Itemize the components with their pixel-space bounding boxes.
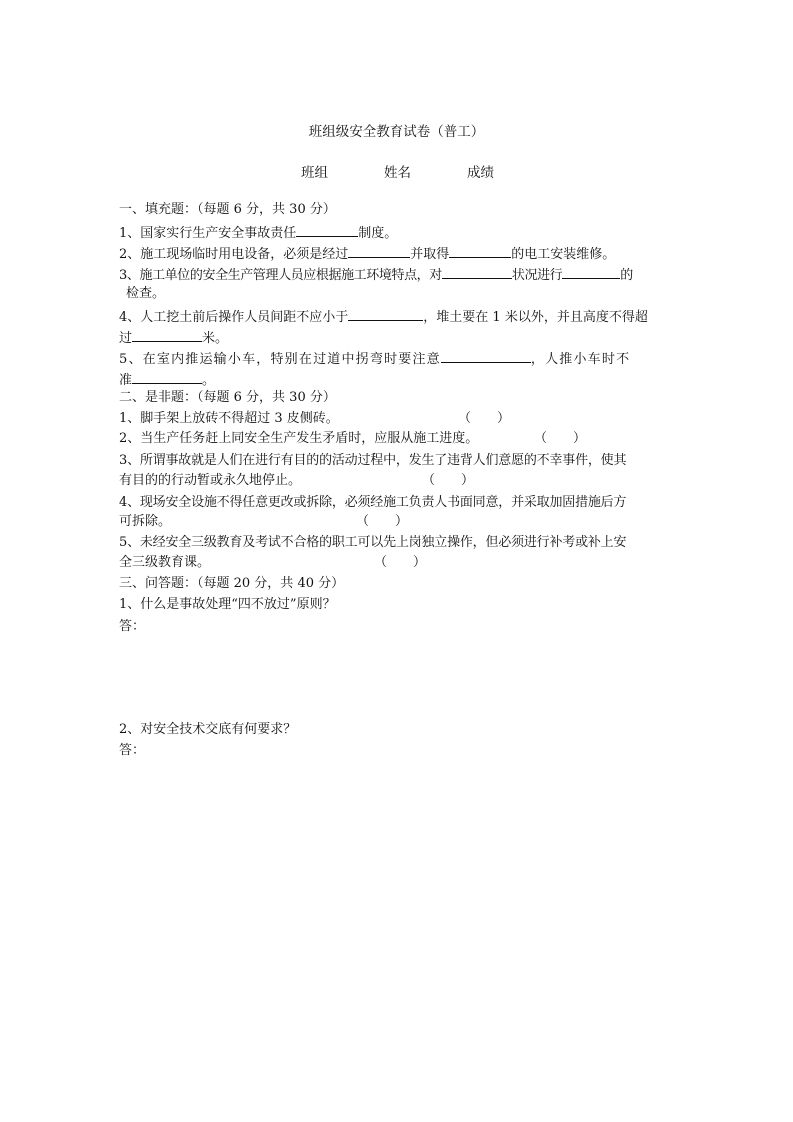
essay-answer-2-label: 答： [119, 743, 146, 758]
tf-question-4: 4、现场安全设施不得任意更改或拆除，必须经施工负责人书面同意，并采取加固措施后方 [119, 495, 627, 510]
fill-question-3 [119, 265, 633, 284]
q1-text: 1、国家实行生产安全事故责任 [119, 226, 297, 241]
fill-question-5-cont [119, 370, 215, 389]
tf-question-5: 5、未经安全三级教育及考试不合格的职工可以先上岗独立操作，但必须进行补考或补上安 [119, 535, 627, 550]
q5-cont-text: 准 [119, 373, 133, 388]
q3-suffix: 的 [620, 268, 633, 283]
section1-header: 一、填充题：（每题 6 分，共 30 分） [119, 202, 336, 217]
tf-question-3: 3、所谓事故就是人们在进行有目的的活动过程中，发生了违背人们意愿的不幸事件，使其 [119, 453, 627, 468]
fill-question-2 [119, 244, 615, 263]
q5-suffix: ，人推小车时不 [530, 352, 631, 367]
fill-question-4-cont [119, 328, 228, 347]
q2-text: 2、施工现场临时用电设备，必须是经过 [119, 247, 349, 262]
field-name-label: 姓名 [384, 165, 411, 181]
q4-blank-2[interactable] [132, 328, 202, 342]
section2-header: 二、是非题：（每题 6 分，共 30 分） [119, 390, 336, 405]
q3-mid: 状况进行 [511, 268, 563, 283]
essay-answer-1-label: 答： [119, 619, 146, 634]
field-team-label: 班组 [301, 165, 328, 181]
q2-blank-1[interactable] [348, 244, 410, 258]
q5-text: 5、在室内推运输小车，特别在过道中拐弯时要注意 [119, 352, 441, 367]
field-score-label: 成绩 [467, 165, 494, 181]
q1-suffix: 制度。 [358, 226, 398, 241]
fill-question-1 [119, 223, 397, 242]
q2-blank-2[interactable] [449, 244, 511, 258]
essay-answer-2-area[interactable] [119, 764, 674, 964]
q3-blank-2[interactable] [562, 265, 620, 279]
q3-text: 3、施工单位的安全生产管理人员应根据施工环境特点，对 [119, 268, 442, 283]
tf4-answer-paren[interactable]: （ ） [356, 514, 409, 529]
essay-question-2: 2、对安全技术交底有何要求？ [119, 722, 297, 737]
tf2-text: 2、当生产任务赶上同安全生产发生矛盾时，应服从施工进度。 [119, 431, 479, 446]
tf-question-5-cont: 全三级教育课。 [119, 555, 211, 570]
q1-blank[interactable] [296, 223, 358, 237]
tf-question-2 [119, 431, 478, 447]
q2-mid: 并取得 [410, 247, 450, 262]
q5-cont-suffix: 。 [202, 373, 216, 388]
section3-header: 三、问答题：（每题 20 分，共 40 分） [119, 576, 345, 591]
tf2-answer-paren[interactable]: （ ） [534, 431, 587, 446]
q5-blank-1[interactable] [441, 349, 531, 363]
q3-blank-1[interactable] [442, 265, 512, 279]
fill-question-3-cont: 检查。 [126, 286, 166, 301]
fill-question-4 [119, 307, 648, 326]
q4-suffix: ，堆土要在 1 米以外，并且高度不得超 [423, 310, 648, 325]
q4-cont-suffix: 米。 [202, 331, 229, 346]
tf5-answer-paren[interactable]: （ ） [374, 555, 427, 570]
q5-blank-2[interactable] [132, 370, 202, 384]
fill-question-5 [119, 349, 630, 368]
tf-question-3-cont: 有目的的行动暂或永久地停止。 [119, 473, 302, 488]
page-title: 班组级安全教育试卷（普工） [308, 124, 485, 140]
tf-question-1 [119, 411, 339, 427]
tf1-text: 1、脚手架上放砖不得超过 3 皮侧砖。 [119, 411, 339, 426]
q4-cont-text: 过 [119, 331, 133, 346]
q2-suffix: 的电工安装维修。 [511, 247, 616, 262]
tf1-answer-paren[interactable]: （ ） [458, 411, 511, 426]
essay-answer-1-area[interactable] [119, 640, 674, 715]
essay-question-1: 1、什么是事故处理“四不放过”原则？ [119, 597, 336, 612]
tf3-answer-paren[interactable]: （ ） [422, 473, 475, 488]
tf-question-4-cont: 可拆除。 [119, 514, 172, 529]
q4-blank-1[interactable] [348, 307, 423, 321]
q4-text: 4、人工挖土前后操作人员间距不应小于 [119, 310, 349, 325]
